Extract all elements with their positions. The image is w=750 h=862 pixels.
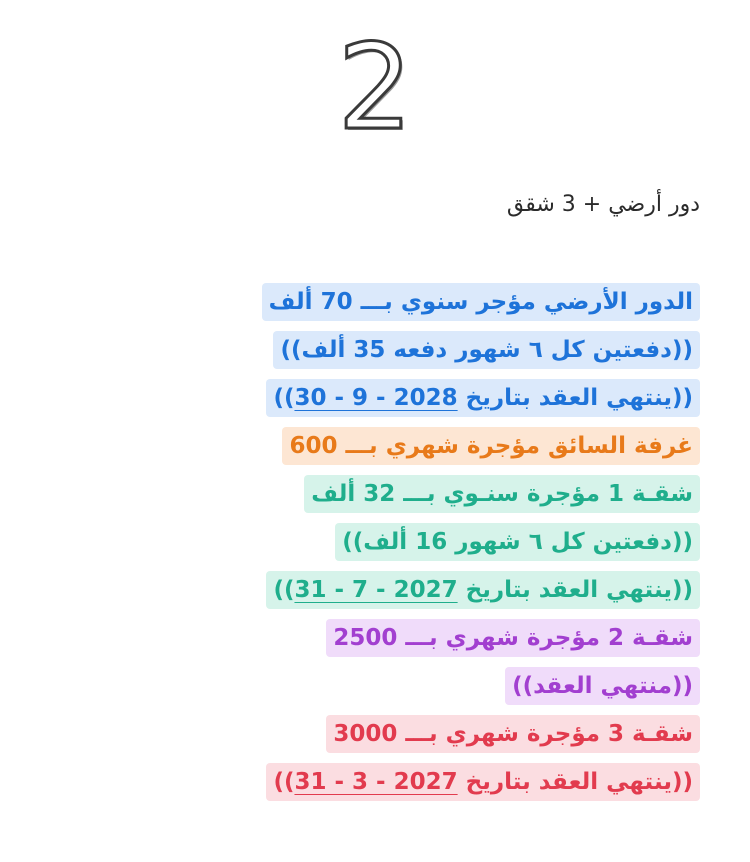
driver-room-rent-line [20,427,700,475]
highlighted-text: الدور الأرضي مؤجر سنوي بـــ 70 ألف [262,283,700,321]
highlighted-text: غرفة السائق مؤجرة شهري بـــ 600 [282,427,700,465]
apartment-1-contract-end-line [20,571,700,619]
contract-end-date: 31 - 7 - 2027 [294,577,458,603]
text-suffix: )) [273,385,295,411]
highlighted-text [266,379,700,417]
contract-end-date: 30 - 9 - 2028 [294,385,458,411]
text-prefix: ((ينتهي العقد بتاريخ [457,385,693,411]
text-suffix: )) [273,577,295,603]
highlighted-text: شقـة 2 مؤجرة شهري بـــ 2500 [326,619,700,657]
highlighted-text: ((دفعتين كل ٦ شهور 16 ألف)) [335,523,700,561]
property-summary: دور أرضي + 3 شقق [506,192,700,217]
contract-end-date: 31 - 3 - 2027 [294,769,458,795]
apartment-1-rent-line [20,475,700,523]
highlighted-text: شقـة 3 مؤجرة شهري بـــ 3000 [326,715,700,753]
apartment-2-contract-status-line [20,667,700,715]
section-number: 2 [337,18,413,156]
text-suffix: )) [273,769,295,795]
apartment-3-rent-line [20,715,700,763]
highlighted-text: ((منتهي العقد)) [505,667,700,705]
text-prefix: ((ينتهي العقد بتاريخ [457,769,693,795]
highlighted-text [266,763,700,801]
rental-details-list [20,283,700,811]
apartment-2-rent-line [20,619,700,667]
highlighted-text [266,571,700,609]
text-prefix: ((ينتهي العقد بتاريخ [457,577,693,603]
ground-floor-payments-line [20,331,700,379]
highlighted-text: ((دفعتين كل ٦ شهور دفعه 35 ألف)) [273,331,700,369]
ground-floor-contract-end-line [20,379,700,427]
apartment-1-payments-line [20,523,700,571]
apartment-3-contract-end-line [20,763,700,811]
ground-floor-rent-line [20,283,700,331]
highlighted-text: شقـة 1 مؤجرة سنـوي بـــ 32 ألف [304,475,700,513]
